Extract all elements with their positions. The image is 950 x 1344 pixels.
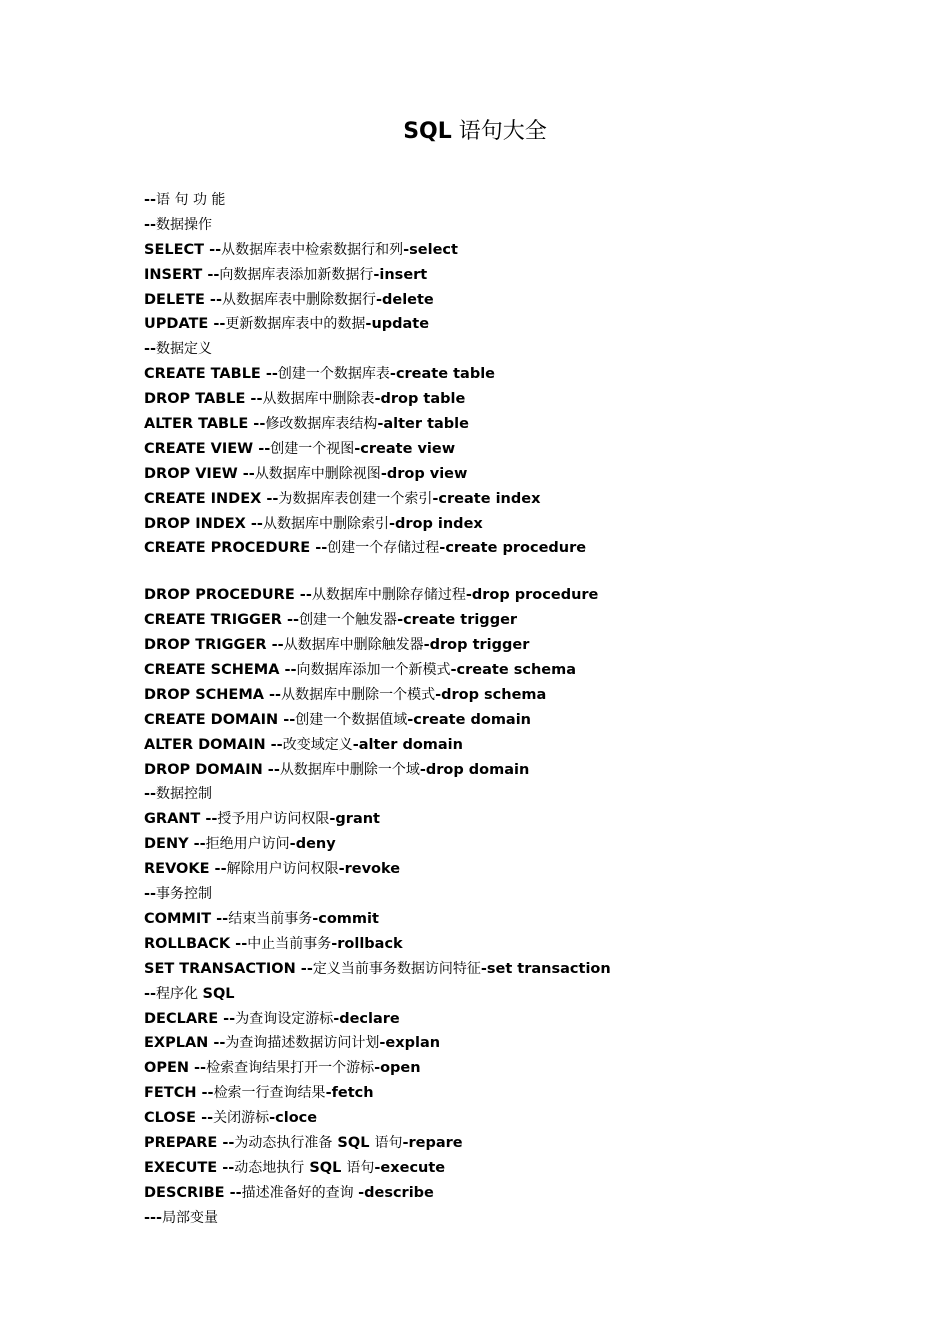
line-desc: 为查询设定游标 xyxy=(235,1010,334,1027)
line-desc: 检索一行查询结果 xyxy=(213,1085,326,1102)
line-desc: 从数据库中删除索引 xyxy=(262,515,389,532)
statement-line xyxy=(144,213,904,238)
line-desc: 修改数据库表结构 xyxy=(265,416,378,433)
statement-line xyxy=(144,412,904,437)
statement-line xyxy=(144,188,904,213)
statement-line xyxy=(144,1156,904,1181)
statement-line xyxy=(144,536,904,561)
line-pre: DROP PROCEDURE -- xyxy=(144,587,312,604)
line-desc: 从数据库中删除表 xyxy=(262,391,375,408)
line-pre: CREATE TABLE -- xyxy=(144,366,278,383)
line-pre: -- xyxy=(144,192,157,208)
line-pre: UPDATE -- xyxy=(144,316,226,333)
line-post: -deny xyxy=(289,836,336,853)
line-mid: SQL xyxy=(304,1159,347,1176)
line-pre: FETCH -- xyxy=(144,1085,214,1102)
statement-line xyxy=(144,907,904,932)
line-desc: 中止当前事务 xyxy=(247,935,332,952)
statement-line xyxy=(144,957,904,982)
line-post: -drop procedure xyxy=(465,587,599,604)
line-post: -alter table xyxy=(377,416,469,433)
statement-line xyxy=(144,288,904,313)
statement-line xyxy=(144,733,904,758)
line-post: -create index xyxy=(432,490,541,507)
line-desc: 从数据库中删除一个模式 xyxy=(281,686,436,703)
line-pre: COMMIT -- xyxy=(144,910,229,927)
line-desc: 更新数据库表中的数据 xyxy=(225,316,366,333)
line-post: -describe xyxy=(358,1184,434,1201)
statement-line xyxy=(144,1081,904,1106)
line-pre: EXECUTE -- xyxy=(144,1159,235,1176)
statement-line xyxy=(144,1007,904,1032)
line-desc: 检索查询结果打开一个游标 xyxy=(206,1060,375,1077)
line-post: -create trigger xyxy=(397,612,518,629)
statement-line xyxy=(144,882,904,907)
statement-line xyxy=(144,263,904,288)
line-pre: DESCRIBE -- xyxy=(144,1184,242,1201)
line-desc: 从数据库中删除存储过程 xyxy=(311,587,466,604)
statement-line xyxy=(144,387,904,412)
statement-line xyxy=(144,932,904,957)
statement-line xyxy=(144,512,904,537)
line-pre: PREPARE -- xyxy=(144,1134,235,1151)
statement-line xyxy=(144,608,904,633)
line-desc: 解除用户访问权限 xyxy=(226,861,339,878)
line-desc2: 语句 xyxy=(374,1134,403,1151)
line-pre: -- xyxy=(144,786,157,803)
statement-line xyxy=(144,487,904,512)
line-pre: CREATE TRIGGER -- xyxy=(144,612,300,629)
line-post: -rollback xyxy=(331,935,403,952)
statement-line xyxy=(144,1031,904,1056)
statement-line xyxy=(144,782,904,807)
line-pre: -- xyxy=(144,341,157,358)
statement-line xyxy=(144,708,904,733)
statement-line xyxy=(144,1181,904,1206)
statement-line xyxy=(144,857,904,882)
line-post: -execute xyxy=(374,1159,446,1176)
line-post: -open xyxy=(374,1060,421,1077)
line-desc: 数据定义 xyxy=(156,341,213,358)
statement-line xyxy=(144,337,904,362)
statement-line xyxy=(144,758,904,783)
line-post: -drop table xyxy=(374,391,466,408)
statement-line xyxy=(144,807,904,832)
line-desc: 结束当前事务 xyxy=(228,910,313,927)
line-desc: 创建一个数据库表 xyxy=(277,366,390,383)
line-pre: CREATE VIEW -- xyxy=(144,440,271,457)
line-post: -drop domain xyxy=(419,761,530,778)
statement-line xyxy=(144,1206,904,1231)
line-desc: 从数据库表中检索数据行和列 xyxy=(221,241,404,258)
line-pre: DROP TABLE -- xyxy=(144,391,263,408)
line-post: -create view xyxy=(354,440,456,457)
statement-line xyxy=(144,633,904,658)
statement-line xyxy=(144,437,904,462)
line-post: -repare xyxy=(402,1134,463,1151)
statement-line xyxy=(144,1056,904,1081)
line-post: -drop index xyxy=(388,515,483,532)
line-pre: DROP TRIGGER -- xyxy=(144,637,284,654)
line-pre: OPEN -- xyxy=(144,1060,207,1077)
line-desc: 局部变量 xyxy=(162,1209,219,1226)
line-pre: DENY -- xyxy=(144,836,206,853)
line-desc: 为数据库表创建一个索引 xyxy=(278,490,433,507)
page-title xyxy=(0,116,950,148)
line-post: -create schema xyxy=(450,662,576,679)
line-desc: 创建一个数据值域 xyxy=(295,711,408,728)
line-post: SQL xyxy=(202,985,235,1002)
line-desc: 创建一个视图 xyxy=(270,440,355,457)
line-pre: CREATE INDEX -- xyxy=(144,490,279,507)
line-desc: 拒绝用户访问 xyxy=(205,836,290,853)
line-desc: 授予用户访问权限 xyxy=(217,811,330,828)
line-post: -revoke xyxy=(338,861,401,878)
line-pre: -- xyxy=(144,985,157,1002)
line-desc: 定义当前事务数据访问特征 xyxy=(312,960,481,977)
line-post: -explan xyxy=(379,1035,441,1052)
line-desc: 数据控制 xyxy=(156,786,213,803)
line-desc: 创建一个存储过程 xyxy=(327,540,440,557)
line-desc: 从数据库中删除一个域 xyxy=(279,761,420,778)
line-pre: CREATE SCHEMA -- xyxy=(144,662,297,679)
statement-list xyxy=(144,188,904,1231)
statement-line xyxy=(144,462,904,487)
line-post: -delete xyxy=(375,291,434,308)
statement-line xyxy=(144,312,904,337)
line-pre: -- xyxy=(144,216,157,233)
line-pre: DROP INDEX -- xyxy=(144,515,263,532)
line-mid: SQL xyxy=(332,1134,375,1151)
line-pre: DROP VIEW -- xyxy=(144,465,255,482)
statement-line xyxy=(144,583,904,608)
line-post: -drop schema xyxy=(435,686,547,703)
line-desc: 程序化 xyxy=(156,985,203,1002)
line-desc: 描述准备好的查询 xyxy=(241,1184,359,1201)
title-cjk: 语句大全 xyxy=(458,119,547,144)
line-pre: SET TRANSACTION -- xyxy=(144,960,313,977)
line-post: -drop trigger xyxy=(423,637,530,654)
line-desc: 为查询描述数据访问计划 xyxy=(225,1035,380,1052)
line-pre: -- xyxy=(144,886,157,903)
line-pre: ALTER TABLE -- xyxy=(144,416,266,433)
line-pre: DECLARE -- xyxy=(144,1010,236,1027)
line-pre: SELECT -- xyxy=(144,241,222,258)
line-pre: INSERT -- xyxy=(144,266,220,283)
line-pre: REVOKE -- xyxy=(144,861,227,878)
line-post: -create domain xyxy=(407,711,532,728)
statement-line xyxy=(144,362,904,387)
line-post: -declare xyxy=(333,1010,400,1027)
line-desc: 向数据库表添加新数据行 xyxy=(219,266,374,283)
line-desc: 事务控制 xyxy=(156,886,213,903)
title-latin: SQL xyxy=(403,119,452,144)
statement-line xyxy=(144,658,904,683)
line-pre: CREATE PROCEDURE -- xyxy=(144,540,328,557)
line-post: -cloce xyxy=(269,1110,318,1127)
line-post: -insert xyxy=(373,266,428,283)
line-pre: DROP DOMAIN -- xyxy=(144,761,280,778)
line-pre: GRANT -- xyxy=(144,811,218,828)
line-pre: --- xyxy=(144,1209,163,1226)
line-post: -commit xyxy=(312,910,379,927)
line-desc: 创建一个触发器 xyxy=(299,612,398,629)
line-desc: 从数据库中删除触发器 xyxy=(283,637,424,654)
statement-line xyxy=(144,238,904,263)
line-desc: 向数据库添加一个新模式 xyxy=(296,662,451,679)
line-pre: ROLLBACK -- xyxy=(144,935,248,952)
line-post: -fetch xyxy=(325,1085,374,1102)
line-post: -grant xyxy=(329,811,380,828)
line-post: -create table xyxy=(389,366,496,383)
line-pre: ALTER DOMAIN -- xyxy=(144,736,283,753)
line-desc: 从数据库表中删除数据行 xyxy=(221,291,376,308)
line-desc: 数据操作 xyxy=(156,216,213,233)
line-post: -set transaction xyxy=(480,960,611,977)
line-post: -select xyxy=(403,241,458,258)
line-desc2: 语句 xyxy=(346,1159,375,1176)
statement-line xyxy=(144,982,904,1007)
statement-line xyxy=(144,832,904,857)
line-post: -update xyxy=(365,316,430,333)
blank-line xyxy=(144,561,904,583)
line-desc: 关闭游标 xyxy=(213,1110,270,1127)
line-desc: 改变域定义 xyxy=(282,736,353,753)
line-pre: CLOSE -- xyxy=(144,1110,214,1127)
line-desc: 为动态执行准备 xyxy=(234,1134,333,1151)
line-pre: DELETE -- xyxy=(144,291,222,308)
statement-line xyxy=(144,1131,904,1156)
line-desc: 从数据库中删除视图 xyxy=(254,465,381,482)
line-desc: 语 句 功 能 xyxy=(156,192,226,208)
line-post: -create procedure xyxy=(439,540,587,557)
line-post: -alter domain xyxy=(352,736,463,753)
line-desc: 动态地执行 xyxy=(234,1159,305,1176)
statement-line xyxy=(144,1106,904,1131)
statement-line xyxy=(144,683,904,708)
line-pre: DROP SCHEMA -- xyxy=(144,686,282,703)
line-pre: EXPLAN -- xyxy=(144,1035,226,1052)
line-pre: CREATE DOMAIN -- xyxy=(144,711,296,728)
line-post: -drop view xyxy=(380,465,468,482)
